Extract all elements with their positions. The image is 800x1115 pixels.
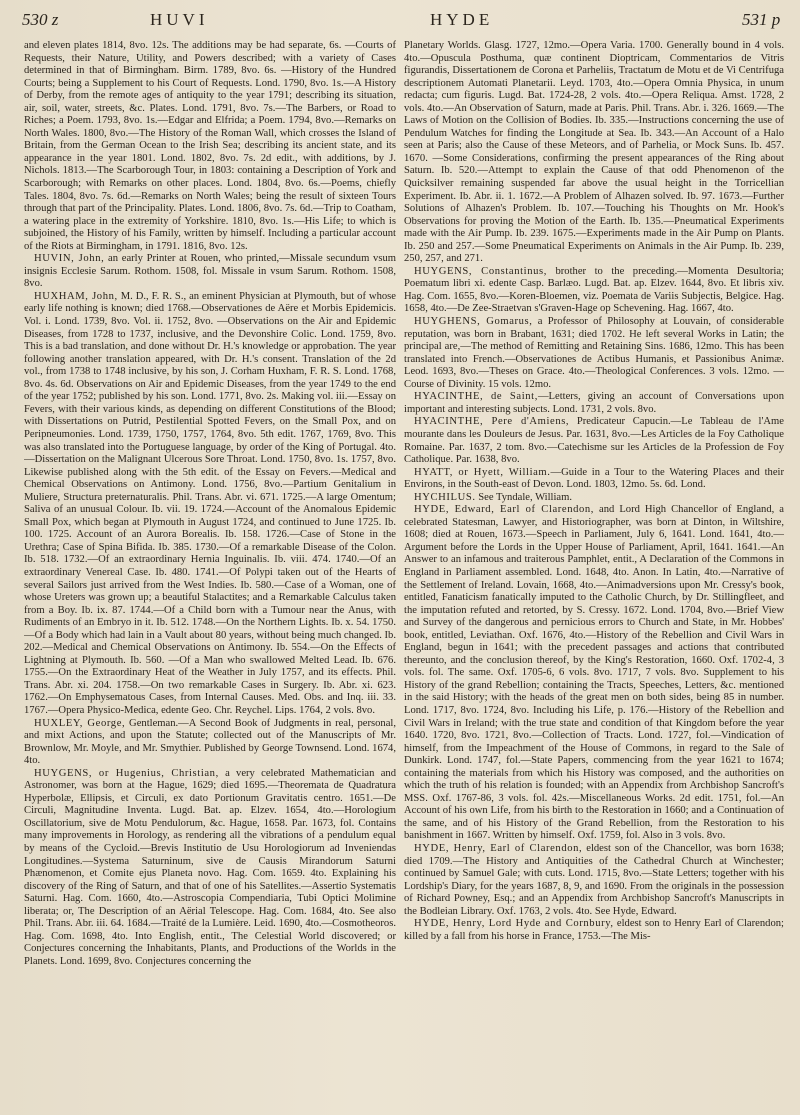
bibliography-entry: [404, 492, 784, 505]
entry-headword: HYDE, Henry, Earl of Clarendon,: [414, 843, 583, 854]
entry-text: M. D., F. R. S., an eminent Physician at Plymouth, but of whose early life nothing is known; died 1768.—Observationes de Aëre et Morbis Epidemicis. Vol. i. Lond. 1739, 8vo. Vol. ii. 1752, 8vo. —Observations on the Air and Epidemic Diseases, from 1728 to 1737, inclusive, and the Devonshire Colic. Lond. 1759, 8vo. This is a bad translation, and done without Dr. H.'s knowledge or approbation. The year following another translation appeared, with Dr. H.'s consent. Translation of the 2d vol., from 1738 to 1748 inclusive, by his son, J. Corham Huxham, F. R. S. Lond. 1768, 8vo. 4s. 6d. Observations on Air and Epidemic Diseases, from the year 1749 to the end of the year 1752; published by his son. Lond. 1771, 8vo. 2s. Making vol. iii.—Essay on Fevers, with their various kinds, as depending on different Constitutions of the Blood; with Dissertations on Putrid, Pestilential Spotted Fevers, on the Small Pox, and on Peripneumonies. Lond. 1739, 1750, 1757, 1764, 8vo. 5th edit. 1767, 1769, 8vo. This was also translated into the Portuguese language, by order of the King of Portugal. 4to.—Dissertation on the Malignant Ulcerous Sore Throat. Lond. 1750, 8vo. 1s. 1757, 8vo. Likewise published along with the 5th edit. of the Essay on Fevers.—Medical and Chemical Observations on Antimony. Lond. 1756, 8vo.—Partium Genitalium in Muliere, Structura preternaturalis. Phil. Trans. Abr. vi. 671. 1725.—A large Omentum; Saliva of an unusual Colour. Ib. vii. 19. 1724.—Account of the Anomalous Epidemic Small Pox, which began at Plymouth in August 1724, and continued to June 1725. Ib. 100. 1725. Account of an Aurora Borealis. Ib. 158. 1726.—Case of Stone in the Urethra; Case of Spina Bifida. Ib. 385. 1730.—Of a remarkable Disease of the Colon. Ib. 518. 1732.—Of an extraordinary Hernia Inguinalis. Ib. viii. 474. 1740.—Of an extraordinary Venereal Case. Ib. 480. 1741.—Of Polypi taken out of the Hearts of several Sailors just arrived from the West Indies. Ib. 580.—Case of a Woman, one of whose Ureters was grown up; a beautiful Stalactites; and a Remarkable Calculus taken from a Boy. Ib. ix. 87. 1744.—Of a Child born with a Tumour near the Anus, with Rudiments of an Embryo in it. Ib. 512. 1748.—On the Northern Lights. Ib. x. 54. 1750.—Of a Body which had lain in a Vault about 80 years, without being much changed. Ib. 202.—Medical and Chemical Observations on Antimony. Ib. 554.—On the Effects of Lightning at Plymouth. Ib. 560. —Of a Man who swallowed Melted Lead. Ib. 676. 1755.—On the Extraordinary Heat of the Weather in July 1757, and its effects. Phil. Trans. Abr. xi. 204. 1758.—On two remarkable Cases in Surgery. Ib. Abr. xi. 623. 1762.—On Emphysematous Cases, from Internal Causes. Med. Obs. and Inq. iii. 33. 1767.—Opera Physico-Medica, edente Geo. Chr. Reychel. Lips. 1764, 2 vols. 8vo.: [24, 290, 396, 716]
bibliography-entry: [404, 391, 784, 416]
entry-text: Planetary Worlds. Glasg. 1727, 12mo.—Opera Varia. 1700. Generally bound in 4 vols. 4to.—Opuscula Posthuma, quæ continent Dioptricam, Commentarios de Vitris figurandis, Dissertationem de Corona et Parheliis, Tractatum de Motu et de Vi Centrifuga descriptionem Automati Planetarii. Leyd. 1703, 4to.—Opera Omnia Physica, in unum redacta; cum figuris. Lugd. Bat. 1724-28, 2 vols. 4to.—Opera Reliqua. Amst. 1728, 2 vols. 4to.—An Observation of Saturn, made at Paris. Phil. Trans. Abr. i. 326. 1669.—The Laws of Motion on the Collision of Bodies. Ib. 335.—Instructions concerning the use of Pendulum Watches for finding the Longitude at Sea. Ib. 343.—An Account of a Halo seen at Paris; also the Cause of these Meteors, and of Parhelia, or Mock Suns. Ib. 457. 1670. —Some Considerations, confirming the present appearances of the Ring about Saturn. Ib. 520.—Attempt to explain the Cause of that odd Phenomenon of the Quicksilver remaining suspended far above the usual height in the Torricellian Experiment. Ib. Abr. ii. 1. 1672.—A Problem of Alhazen solved. Ib. 97. 1673.—Further Solutions of Alhazen's Problem. Ib. 107.—Touching his Thoughts on Mr. Hook's Observations for proving the Motion of the Earth. Ib. 135.—Pneumatical Experiments made with the Air Pump. Ib. 239. 1675.—Experiments made in the Air Pump on Plants. Ib. 250 and 257.—Some Pneumatical Experiments on Animals in the Air Pump. Ib. 239, 250, 257, and 271.: [404, 40, 784, 265]
entry-headword: HYCHILUS.: [414, 491, 476, 503]
running-header: [0, 6, 800, 34]
entry-headword: HUYGHENS, Gomarus,: [414, 316, 533, 328]
entry-text: —Letters, giving an account of Conversations upon important and interesting subjects. Lond. 1731, 2 vols. 8vo.: [404, 391, 784, 415]
bibliography-entry: [404, 467, 784, 492]
bibliography-entry: [404, 316, 784, 391]
entry-headword: HYDE, Edward, Earl of Clarendon,: [414, 504, 595, 516]
entry-text: and Lord High Chancellor of England, a celebrated Statesman, Lawyer, and Historiographer, was born at Dinton, in Wiltshire, 1608; died at Rouen, 1673.—Speech in Parliament, July 6, 1641. Lond. 1641, 4to.—Argument before the Lords in the Upper House of Parliament, April, 1641. 1641.—An Answer to an infamous and traiterous Pamphlet, entit., A Declaration of the Commons in England in Parliament assembled. Lond. 1648, 4to. Anon. In Latin, 4to.—Narrative of the Settlement of Ireland. Lovain, 1668, 4to.—Animadversions upon Mr. Cressy's book, entitled, Fanaticism fanatically imputed to the Catholic Church, by Dr. Stillingfleet, and the imputation refuted and retorted, by S. Cressy. 1672. Lond. 1704, 8vo.—Brief View and Survey of the dangerous and pernicious errors to Church and State, in Mr. Hobbes' book, entitled, Leviathan. Oxf. 1676, 4to.—History of the Rebellion and Civil Wars in England, begun in 1641; with the precedent passages and actions that contributed thereunto, and the conclusion thereof, by the King's Restoration, 1660. Oxf. 1702-4, 3 vols. fol. The same. Oxf. 1705-6, 6 vols. 8vo. 1717, 7 vols. 8vo. Supplement to his History of the grand Rebellion; containing the Tracts, Speeches, Letters, &c. mentioned in the said History; with the heads of the great men on both sides, being 85 in number. Lond. 1717, 8vo. 1724, 8vo. Including his Life, p. 176.—History of the Rebellion and Civil Wars in Ireland; with the true state and condition of that Kingdom before the year 1640. 1720, 8vo. 1721, 8vo.—Collection of Tracts. Lond. 1727, fol.—Vindication of himself, from the Impeachment of the House of Commons, in regard to the Sale of Dunkirk. Lond. 1747, fol.—State Papers, commencing from the year 1621 to 1674; containing the materials from which his History was composed, and the authorities on which the truth of his relation is founded; with an Appendix from Archbishop Sancroft's MSS. Oxf. 1767-86, 3 vols. fol. 42s.—Miscellaneous Works. 2d edit. 1751, fol.—An Account of his own Life, from his birth to the Restoration in 1660; and a Continuation of the same, and of his History of the Grand Rebellion, from the Restoration to his banishment in 1667. Written by himself. Oxf. 1759, fol. Also in 3 vols. 8vo.: [404, 504, 784, 842]
bibliography-entry: [404, 504, 784, 843]
bibliography-entry: [24, 253, 396, 291]
entry-text: Gentleman.—A Second Book of Judgments in real, personal, and mixt Actions, and upon the Statute; collected out of the Manuscripts of Mr. Brownlow, Mr. Moyle, and Mr. Smythier. Published by George Townsend. Lond. 1674, 4to.: [24, 717, 396, 767]
bibliography-entry: [404, 918, 784, 943]
entry-headword: HYACINTHE, de Saint,: [414, 391, 538, 403]
left-page-number: 530 z: [22, 10, 59, 29]
entry-headword: HUYGENS, or Hugenius, Christian,: [34, 767, 219, 779]
bibliography-entry: [24, 291, 396, 718]
entry-text: Predicateur Capucin.—Le Tableau de l'Ame mourante dans les Douleurs de Jesus. Par. 1631, 8vo.—Les Articles de la Foy Catholique Romaine. Par. 1637, 2 tom. 8vo.—Catechisme sur les Articles de la Profession de Foy Catholique. Par. 1638, 8vo.: [404, 416, 784, 466]
entry-text: eldest son of the Chancellor, was born 1638; died 1709.—The History and Antiquities of the Cathedral Church at Winchester; continued by Samuel Gale; with cuts. Lond. 1715, 8vo.—State Letters; together with his Lordship's Diary, for the years 1687, 8, 9, and 1690. From the originals in the possession of Richard Powney, Esq.; and an Appendix from Archbishop Sancroft's Manuscripts in the Bodleian Library. Oxf. 1763, 2 vols. 4to. See Hyde, Edward.: [404, 843, 784, 917]
entry-text: an early Printer at Rouen, who printed,—Missale secundum vsum insignis Ecclesie Sarum. Rothom. 1508, fol. Missale in vsum Sarum. Rothom. 1508, 8vo.: [24, 253, 396, 290]
left-text-column: [24, 40, 396, 1105]
bibliography-entry: [24, 768, 396, 969]
left-running-title: HUVI: [150, 10, 209, 29]
entry-text: and eleven plates 1814, 8vo. 12s. The additions may be had separate, 6s. —Courts of Requests, their Nature, Utility, and Powers described; with a variety of Cases determined in that of Birmingham. Birm. 1789, 8vo. 6s. —History of the Hundred Courts; being a Supplement to his Court of Requests. Lond. 1790, 8vo. 1s.—A History of Derby, from the remote ages of antiquity to the year 1791; describing its situation, air, soil, water, streets, &c. Plates. Lond. 1791, 8vo. 7s.—The Barbers, or Road to Riches; a Poem. 1793, 8vo. 1s.—Edgar and Elfrida; a Poem. 1794, 8vo.—Remarks on North Wales. 1800, 8vo.—The History of the Roman Wall, which crosses the Island of Britain, from the German Ocean to the Irish Sea; describing its ancient state, and its appearance in the year 1801. Lond. 1802, 8vo. 7s. 2d edit., with additions, by J. Nichols. 1813.—The Scarborough Tour, in 1803: containing a Description of York and Scarborough; with Remarks on other places. Lond. 1804, 8vo. 6s.—Poems, chiefly Tales. 1804, 8vo. 7s. 6d.—Remarks on North Wales; being the result of sixteen Tours through that part of the Principality. Plates. Lond. 1806, 8vo. 7s. 6d.—Trip to Coatham, a watering place in the extremity of Yorkshire. 1810, 8vo. 1s.—His Life; to which is subjoined, the History of his Family, written by himself. Including a particular account of the Riots at Birmingham, in 1791. 1816, 8vo. 12s.: [24, 40, 396, 252]
entry-text: See Tyndale, William.: [475, 491, 573, 503]
right-running-title: HYDE: [430, 10, 494, 29]
entry-headword: HYATT, or Hyett, William.: [414, 466, 551, 478]
entry-headword: HYDE, Henry, Lord Hyde and Cornbury,: [414, 918, 614, 930]
bibliography-entry: [404, 843, 784, 918]
entry-text: a Professor of Philosophy at Louvain, of considerable reputation, was born in Brabant, 1631; died 1702. He left several Works in Latin; the principal are,—The method of Remitting and Retaining Sins. 1686, 12mo. This has been translated into French.—Observationes de Actibus Humanis, et Passionibus Animæ. Leod. 1693, 8vo.—Theses on Grace. 4to.—Theological Conferences. 3 vols. 12mo. —Course of Divinity. 15 vols. 12mo.: [404, 316, 784, 390]
entry-text: —Guide in a Tour to the Watering Places and their Environs, in the South-east of Devon. Lond. 1803, 12mo. 5s. 6d. Lond.: [404, 466, 784, 491]
bibliography-entry: [404, 416, 784, 466]
right-text-column: [404, 40, 784, 1105]
entry-text: eldest son to Henry Earl of Clarendon; killed by a fall from his horse in France, 1753.—The Mis-: [404, 918, 784, 942]
bibliography-entry: [404, 40, 784, 266]
entry-headword: HUVIN, John,: [34, 253, 105, 265]
bibliography-entry: [404, 266, 784, 316]
bibliography-entry: [24, 718, 396, 768]
entry-headword: HUXHAM, John,: [34, 290, 118, 302]
entry-headword: HYACINTHE, Pere d'Amiens,: [414, 416, 570, 428]
right-page-number: 531 p: [742, 10, 781, 29]
entry-headword: HUYGENS, Constantinus,: [414, 265, 547, 277]
entry-text: brother to the preceding.—Momenta Desultoria; Poematum libri xi. edente Casp. Barlæo. Lugd. Bat. ap. Elzev. 1644, 8vo. Et libris xiv. Hag. Com. 1655, 8vo.—Koren-Bloemen, viz. Poemata de Variis Subjectis, Belgice. Hag. 1658, 4to.—De Zee-Straetvan s'Graven-Hage op Schevening. Hag. 1667, 4to.: [404, 265, 784, 315]
bibliography-entry: [24, 40, 396, 253]
entry-text: a very celebrated Mathematician and Astronomer, was born at the Hague, 1629; died 1695.—Theoremata de Quadratura Hyperbolæ, Ellipsis, et Circuli, ex dato Portionum Gravitatis centro. 1651.—De Circuli, Magnitudine Inventa. Lugd. Bat. ap. Elzev. 1654, 4to.—Horologium Oscillatorium, sive de Motu Pendulorum, &c. Hague, 1658. Par. 1673, fol. Contains many improvements in Horology, as rendering all the vibrations of a pendulum equal by means of the Cycloid.—Brevis Institutio de Usu Horologiorum ad Inveniendas Longitudines.—Systema Saturninum, sive de Causis Mirandorum Saturni Phænomenon, et Comite ejus Planeta novo. Hag. Com. 1659. 4to. Explaining his discovery of the Ring of Saturn, and that of one of his Satellites.—Assertio Systematis Saturni. Hag. Com. 1660, 4to.—Astroscopia Compendiaria, Tubi Optici Molimine liberata; or, The Description of an Aërial Telescope. Hag. Com. 1684, 4to. See also Phil. Trans. Abr. iii. 64. 1684.—Traité de la Lumière. Leid. 1690, 4to.—Cosmotheoros. Hag. Com. 1698, 4to. Into English, entit., The Celestial World discovered; or Conjectures concerning the Inhabitants, Plants, and Productions of the Worlds in the Planets. Lond. 1699, 8vo. Conjectures concerning the: [24, 767, 396, 967]
entry-headword: HUXLEY, George,: [34, 717, 126, 729]
